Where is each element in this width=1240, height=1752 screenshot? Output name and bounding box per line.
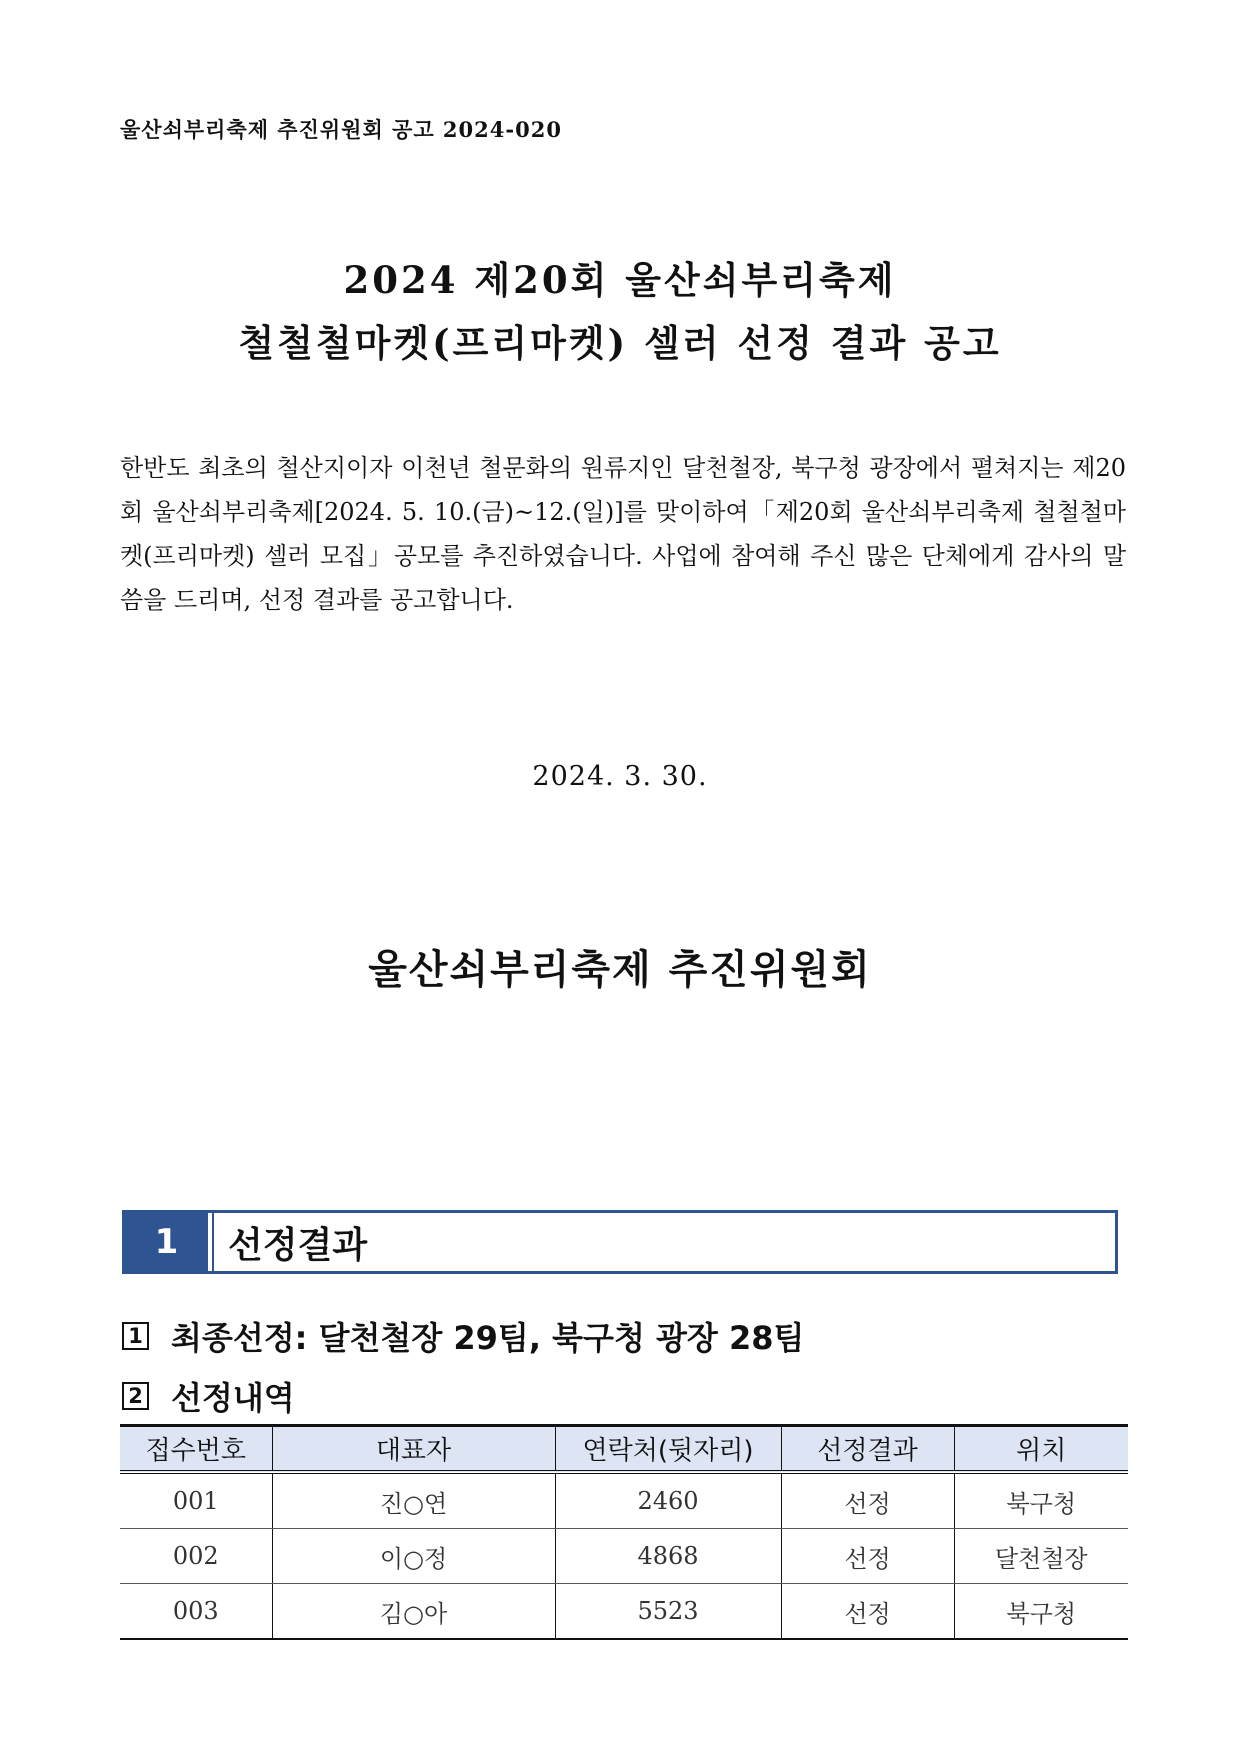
header-representative: 대표자: [272, 1426, 555, 1473]
cell-contact: 4868: [555, 1529, 781, 1584]
cell-receipt-number: 001: [120, 1472, 272, 1529]
cell-receipt-number: 003: [120, 1584, 272, 1640]
page-title-line2: 철철철마켓(프리마켓) 셀러 선정 결과 공고: [238, 321, 1002, 365]
table-row: [120, 1472, 1128, 1529]
header-location: 위치: [954, 1426, 1128, 1473]
section-number: 1: [125, 1213, 208, 1271]
cell-location: 북구청: [954, 1584, 1128, 1640]
header-contact: 연락처(뒷자리): [555, 1426, 781, 1473]
section-header: [122, 1210, 1118, 1274]
notice-date: 2024. 3. 30.: [532, 761, 708, 792]
cell-receipt-number: 002: [120, 1529, 272, 1584]
cell-result: 선정: [781, 1472, 954, 1529]
cell-contact: 5523: [555, 1584, 781, 1640]
cell-representative: 김○아: [272, 1584, 555, 1640]
cell-representative: 진○연: [272, 1472, 555, 1529]
subsection-marker: 2: [122, 1382, 149, 1410]
subsection-selection-details: [122, 1373, 295, 1419]
issuer-name: 울산쇠부리축제 추진위원회: [368, 946, 872, 993]
table-row: [120, 1529, 1128, 1584]
intro-paragraph: 한반도 최초의 철산지이자 이천년 철문화의 원류지인 달천철장, 북구청 광장에서 펼쳐지는 제20회 울산쇠부리축제[2024. 5. 10.(금)~12.(일)]를 맞이하여「제20회 울산쇠부리축제 철철철마켓(프리마켓) 셀러 모집」공모를 추진하였습니다. 사업에 참여해 주신 많은 단체에게 감사의 말씀을 드리며, 선정 결과를 공고합니다.: [120, 454, 1126, 614]
cell-result: 선정: [781, 1529, 954, 1584]
subsection-text: 선정내역: [171, 1379, 295, 1417]
selection-table: [120, 1424, 1128, 1640]
cell-representative: 이○정: [272, 1529, 555, 1584]
subsection-marker: 1: [122, 1322, 149, 1350]
subsection-final-selection: [122, 1313, 804, 1359]
header-result: 선정결과: [781, 1426, 954, 1473]
cell-location: 달천철장: [954, 1529, 1128, 1584]
cell-contact: 2460: [555, 1472, 781, 1529]
table-row: [120, 1584, 1128, 1640]
page-title-line1: 2024 제20회 울산쇠부리축제: [343, 258, 897, 302]
section-title: 선정결과: [212, 1213, 1115, 1271]
notice-number: 울산쇠부리축제 추진위원회 공고 2024-020: [120, 117, 562, 142]
header-receipt-number: 접수번호: [120, 1426, 272, 1473]
cell-location: 북구청: [954, 1472, 1128, 1529]
subsection-text: 최종선정: 달천철장 29팀, 북구청 광장 28팀: [171, 1319, 805, 1357]
cell-result: 선정: [781, 1584, 954, 1640]
table-header-row: [120, 1426, 1128, 1473]
